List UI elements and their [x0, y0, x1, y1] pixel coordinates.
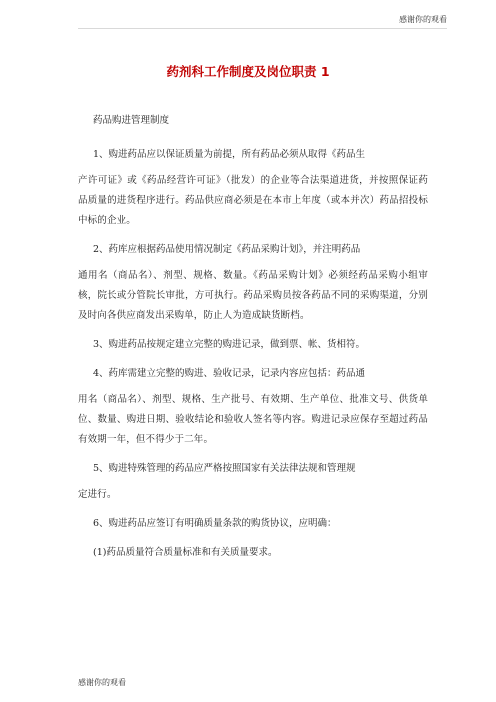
paragraph-4-cont: 用名（商品名）、剂型、规格、生产批号、有效期、生产单位、批准文号、供货单位、数量、购进日期、验收结论和验收人签名等内容。购进记录应保存至超过药品有效期一年，但不得少于二年。 [78, 394, 428, 445]
paragraph-5-lead: 5、购进特殊管理的药品应严格按照国家有关法律法规和管理规 [93, 463, 356, 474]
paragraph-7: (1)药品质量符合质量标准和有关质量要求。 [93, 547, 278, 558]
paragraph-2-lead: 2、药库应根据药品使用情况制定《药品采购计划》，并注明药品 [93, 244, 361, 255]
document-title: 药剂科工作制度及岗位职责 1 [166, 64, 330, 79]
section-heading: 药品购进管理制度 [93, 115, 170, 126]
paragraph-3: 3、购进药品按规定建立完整的购进记录，做到票、帐、货相符。 [93, 339, 366, 350]
paragraph-1-lead: 1、购进药品应以保证质量为前提，所有药品必须从取得《药品生 [93, 149, 366, 160]
paragraph-6: 6、购进药品应签订有明确质量条款的购货协议，应明确： [93, 518, 337, 529]
header-rule [78, 28, 447, 29]
paragraph-2-cont: 通用名（商品名）、剂型、规格、数量。《药品采购计划》必须经药品采购小组审核，院长或分管院长审批，方可执行。药品采购员按各药品不同的采购渠道，分别及时向各供应商发出采购单，防止人为造成缺货断档。 [78, 270, 428, 321]
document-body [78, 112, 428, 573]
paragraph-1-cont: 产许可证》或《药品经营许可证》（批发）的企业等合法渠道进货，并按照保证药品质量的进货程序进行。药品供应商必须是在本市上年度（或本并次）药品招投标中标的企业。 [78, 175, 428, 226]
header-note: 感谢你的观看 [399, 15, 447, 24]
footer-note: 感谢你的观看 [78, 678, 126, 687]
paragraph-4-lead: 4、药库需建立完整的购进、验收记录，记录内容应包括：药品通 [93, 368, 366, 379]
paragraph-5-cont: 定进行。 [78, 489, 117, 500]
